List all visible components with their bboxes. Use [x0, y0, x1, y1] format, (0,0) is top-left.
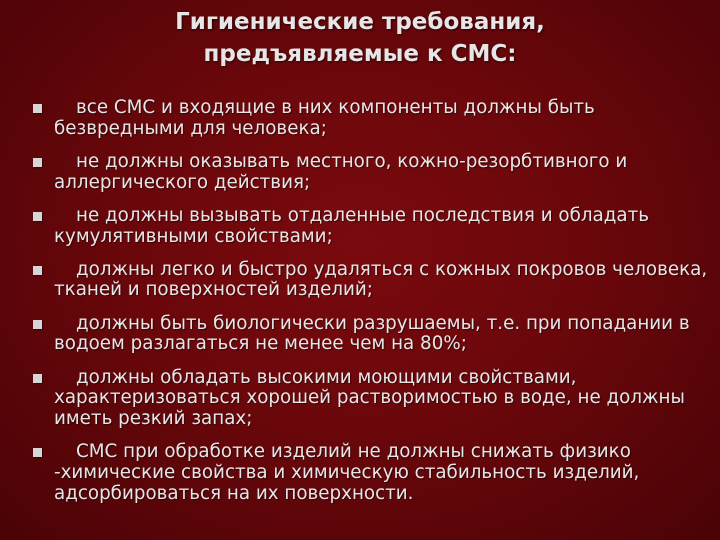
title-line-2: предъявляемые к СМС:: [203, 41, 517, 67]
list-item: [0, 152, 720, 193]
list-item: [0, 206, 720, 247]
list-item-text: не должны вызывать отдаленные последствия и обладать кумулятивными свойствами;: [54, 204, 649, 247]
list-item: [0, 442, 720, 504]
list-item-text: должны обладать высокими моющими свойствами, характеризоваться хорошей растворимостью в воде, не должны иметь резкий запах;: [54, 366, 685, 429]
list-item-text: СМС при обработке изделий не должны снижать физико -химические свойства и химическую стабильность изделий, адсорбироваться на их поверхности.: [54, 441, 640, 504]
requirements-list: [0, 98, 720, 517]
square-bullet-icon: [33, 374, 42, 383]
square-bullet-icon: [33, 448, 42, 457]
square-bullet-icon: [33, 104, 42, 113]
list-item-text: должны быть биологически разрушаемы, т.е. при попадании в водоем разлагаться не менее чем на 80%;: [54, 312, 690, 355]
square-bullet-icon: [33, 266, 42, 275]
square-bullet-icon: [33, 320, 42, 329]
slide-title: [0, 6, 720, 70]
list-item: [0, 98, 720, 139]
square-bullet-icon: [33, 158, 42, 167]
list-item-text: не должны оказывать местного, кожно-резорбтивного и аллергического действия;: [54, 150, 628, 193]
list-item: [0, 314, 720, 355]
title-line-1: Гигиенические требования,: [175, 9, 545, 35]
square-bullet-icon: [33, 212, 42, 221]
list-item-text: должны легко и быстро удаляться с кожных покровов человека, тканей и поверхностей изделий;: [54, 258, 708, 301]
list-item: [0, 368, 720, 430]
list-item-text: все СМС и входящие в них компоненты должны быть безвредными для человека;: [54, 97, 595, 139]
list-item: [0, 260, 720, 301]
